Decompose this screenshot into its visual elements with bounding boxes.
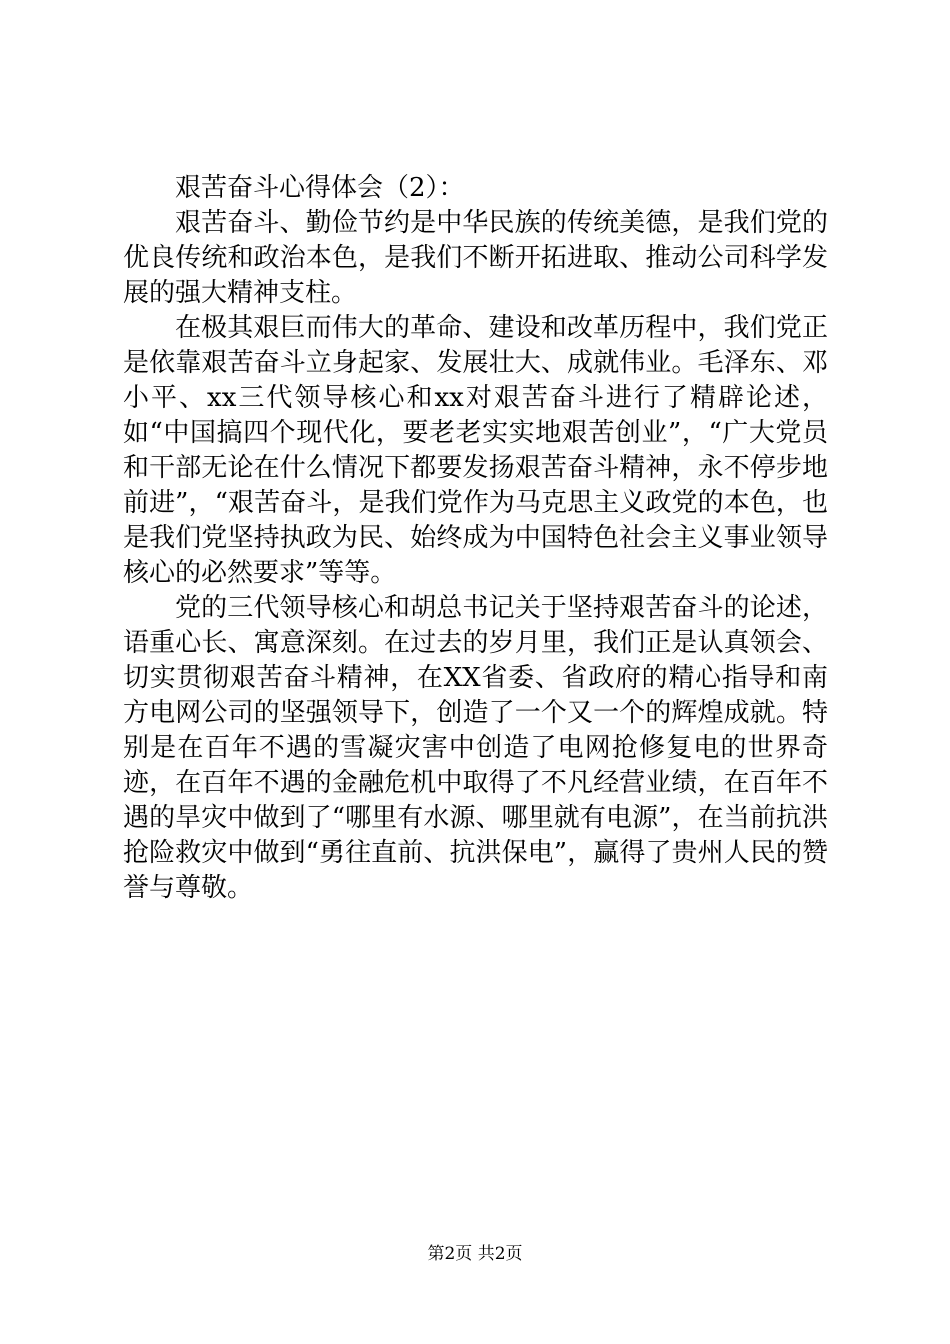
document-heading: 艰苦奋斗心得体会（2）： xyxy=(175,173,465,203)
paragraph-2: 在极其艰巨而伟大的革命、建设和改革历程中，我们党正是依靠艰苦奋斗立身起家、发展壮大、成就伟业。毛泽东、邓小平、xx三代领导核心和xx对艰苦奋斗进行了精辟论述，如“中国搞四个现代化，要老老实实地艰苦创业”，“广大党员和干部无论在什么情况下都要发扬艰苦奋斗精神，永不停步地前进”，“艰苦奋斗，是我们党作为马克思主义政党的本色，也是我们党坚持执政为民、始终成为中国特色社会主义事业领导核心的必然要求”等等。 xyxy=(123,313,828,588)
paragraph-3: 党的三代领导核心和胡总书记关于坚持艰苦奋斗的论述，语重心长、寓意深刻。在过去的岁月里，我们正是认真领会、切实贯彻艰苦奋斗精神，在XX省委、省政府的精心指导和南方电网公司的坚强领导下，创造了一个又一个的辉煌成就。特别是在百年不遇的雪凝灾害中创造了电网抢修复电的世界奇迹，在百年不遇的金融危机中取得了不凡经营业绩，在百年不遇的旱灾中做到了“哪里有水源、哪里就有电源”，在当前抗洪抢险救灾中做到“勇往直前、抗洪保电”，赢得了贵州人民的赞誉与尊敬。 xyxy=(123,593,828,903)
page-number: 第2页 共2页 xyxy=(427,1244,523,1264)
document-body xyxy=(123,171,828,906)
page-footer xyxy=(0,1243,950,1265)
paragraph-1: 艰苦奋斗、勤俭节约是中华民族的传统美德，是我们党的优良传统和政治本色，是我们不断开拓进取、推动公司科学发展的强大精神支柱。 xyxy=(123,208,828,308)
